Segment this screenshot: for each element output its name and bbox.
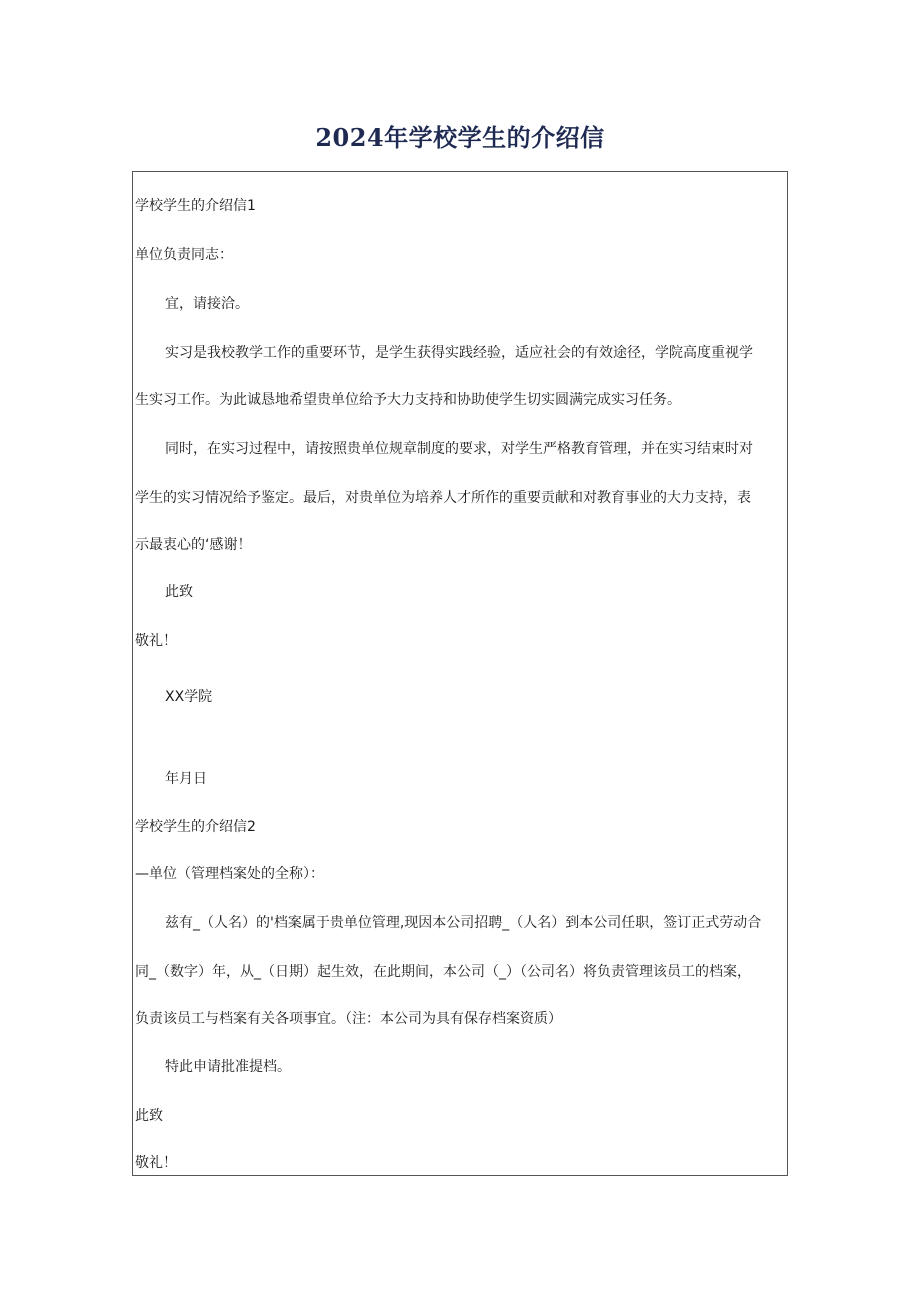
letter1-paragraph-3-line-1: 同时，在实习过程中，请按照贵单位规章制度的要求，对学生严格教育管理，并在实习结束时对 xyxy=(165,441,753,457)
letter1-paragraph-2-line-1: 实习是我校教学工作的重要环节，是学生获得实践经验，适应社会的有效途径，学院高度重视学 xyxy=(165,345,753,361)
letter1-salutation: 单位负责同志： xyxy=(135,247,233,263)
letter1-heading: 学校学生的介绍信1 xyxy=(135,198,256,214)
letter2-paragraph-1-line-2: 同_（数字）年，从_（日期）起生效，在此期间，本公司（_）（公司名）将负责管理该员工的档案， xyxy=(135,964,751,980)
letter1-paragraph-3-line-2: 学生的实习情况给予鉴定。最后，对贵单位为培养人才所作的重要贡献和对教育事业的大力支持，表 xyxy=(135,490,751,506)
letter2-paragraph-1-line-1: 兹有_（人名）的'档案属于贵单位管理,现因本公司招聘_（人名）到本公司任职，签订正式劳动合 xyxy=(165,915,762,931)
letter1-closing-1: 此致 xyxy=(165,584,193,600)
letter2-salutation: —单位（管理档案处的全称）： xyxy=(135,866,324,882)
letter1-date: 年月日 xyxy=(165,771,207,787)
letter2-closing-2: 敬礼！ xyxy=(135,1155,177,1171)
letter1-paragraph-2-line-2: 生实习工作。为此诚恳地希望贵单位给予大力支持和协助使学生切实圆满完成实习任务。 xyxy=(135,392,681,408)
letter1-signature: XX学院 xyxy=(165,689,213,705)
letter1-closing-2: 敬礼！ xyxy=(135,633,177,649)
document-title: 2024年学校学生的介绍信 xyxy=(315,123,605,152)
letter1-paragraph-1: 宜，请接洽。 xyxy=(165,296,249,312)
letter2-heading: 学校学生的介绍信2 xyxy=(135,819,256,835)
letter2-closing-1: 此致 xyxy=(135,1108,163,1124)
letter2-paragraph-2: 特此申请批准提档。 xyxy=(165,1059,291,1075)
letter1-paragraph-3-line-3: 示最衷心的‘感谢！ xyxy=(135,537,252,553)
letter2-paragraph-1-line-3: 负责该员工与档案有关各项事宜。（注：本公司为具有保存档案资质） xyxy=(135,1011,562,1027)
